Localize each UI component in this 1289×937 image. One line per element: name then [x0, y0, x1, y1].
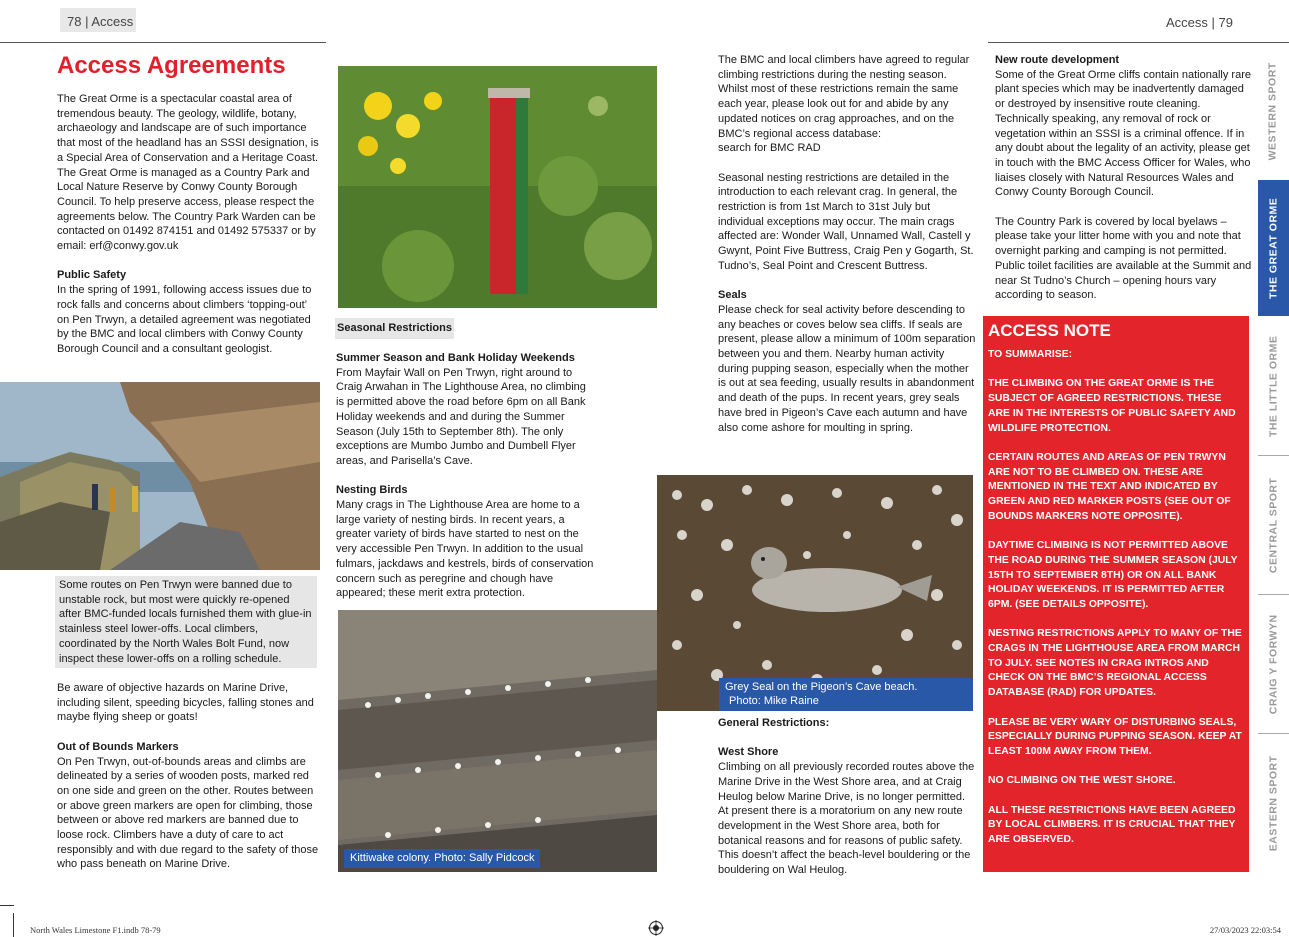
access-note-heading: ACCESS NOTE	[988, 321, 1111, 340]
left-section-label: Access	[91, 14, 134, 29]
column-3-bottom	[718, 716, 976, 878]
marine-drive-photo	[0, 382, 320, 570]
access-note-box	[983, 316, 1249, 872]
access-note-item: DAYTIME CLIMBING IS NOT PERMITTED ABOVE THE ROAD DURING THE SUMMER SEASON (JULY 15TH TO SEPTEMBER 8TH) OR ON ALL BANK HOLIDAY WEEKENDS. IT IS PERMITTED AFTER 6PM. (SEE DETAILS OPPOSITE).	[988, 540, 1238, 610]
left-header-rule	[0, 42, 326, 43]
seasonal-restrictions-label: Seasonal Restrictions	[337, 322, 452, 334]
access-note-item: NESTING RESTRICTIONS APPLY TO MANY OF THE CRAGS IN THE LIGHTHOUSE AREA FROM MARCH TO JULY. SEE NOTES IN CRAG INTROS AND CHECK ON THE BMC’S REGIONAL ACCESS DATABASE (RAD) FOR UPDATES.	[988, 628, 1242, 699]
seals-text: Please check for seal activity before descending to any beaches or coves below sea cliffs. If seals are present, please allow a minimum of 100m separation between you and them. Nearby human activity during pupping season, especially when the mother is out at sea feeding, usually results in abandonment and death of the pups. In recent years, grey seals have bred in Pigeon’s Cave each autumn and have also come ashore for moulting in spring.	[718, 303, 976, 434]
footer-file-info: North Wales Limestone F1.indb 78-79	[30, 925, 161, 935]
public-safety-heading: Public Safety	[57, 269, 127, 282]
bmc-rad-search: search for BMC RAD	[718, 142, 821, 155]
kittiwake-photo	[338, 610, 657, 872]
marker-post-photo	[338, 66, 657, 308]
marine-drive-image	[0, 382, 320, 570]
crop-mark	[0, 905, 14, 906]
grey-seal-photo	[657, 475, 973, 711]
intro-paragraph: The Great Orme is a spectacular coastal area of tremendous beauty. The geology, wildlife, botany, archaeology and landscape are of such importance that most of the headland has an SSSI designation, is a Special Area of Conservation and a Heritage Coast. The Great Orme is managed as a Country Park and Local Nature Reserve by Conwy County Borough Council. To help preserve access, please respect the agreements below. The Country Park Warden can be contacted on 01492 874151 and 01492 575337 or by email: erf@conwy.gov.uk	[57, 93, 319, 253]
tab-the-little-orme-label: THE LITTLE ORME	[1267, 335, 1280, 437]
tab-eastern-sport-label: EASTERN SPORT	[1267, 755, 1280, 851]
column-1-bottom	[57, 681, 319, 872]
oob-text: On Pen Trwyn, out-of-bounds areas and climbs are delineated by a series of wooden posts, marked red on one side and green on the other. Routes between or above green markers are open for climbing, those between or above red markers are banned due to loose rock. Climbers have a duty of care to act responsibly and with due regard to the safety of those who pass beneath on Marine Drive.	[57, 755, 319, 871]
tab-craig-y-forwyn-label: CRAIG Y FORWYN	[1267, 614, 1280, 714]
new-route-text: Some of the Great Orme cliffs contain nationally rare plant species which may be inadvertently damaged or destroyed by insensitive route cleaning. Technically speaking, any removal of rock or vegetation within an SSSI is a criminal offence. If in any doubt about the legality of an activity, please get in touch with the BMC Access Officer for Wales, who liaises closely with Natural Resources Wales and Conwy County Borough Council.	[995, 68, 1251, 199]
public-safety-text: In the spring of 1991, following access issues due to rock falls and concerns about climbers ‘topping-out’ on Pen Trwyn, a detailed agreement was negotiated by the BMC and local climbers with Conwy County Borough Council and a consultant geologist.	[57, 284, 312, 355]
summer-season-heading: Summer Season and Bank Holiday Weekends	[336, 352, 575, 364]
tab-the-great-orme-label: THE GREAT ORME	[1267, 197, 1280, 299]
crop-mark	[13, 913, 14, 937]
marker-post-image	[338, 66, 657, 308]
right-page-header	[1166, 16, 1233, 31]
column-3-top	[718, 53, 976, 435]
tab-western-sport[interactable]	[1258, 44, 1289, 178]
kittiwake-image	[338, 610, 657, 872]
access-note-item: NO CLIMBING ON THE WEST SHORE.	[988, 775, 1176, 787]
tab-the-great-orme[interactable]	[1258, 180, 1289, 316]
column-2-text	[336, 351, 596, 601]
bmc-restrictions-text: The BMC and local climbers have agreed to regular climbing restrictions during the nesting season. Whilst most of these restrictions remain the same each year, please look out for and abide by any updated notices on crag approaches, and on the BMC’s regional access database:	[718, 54, 970, 140]
footer-timestamp: 27/03/2023 22:03:54	[1209, 925, 1281, 935]
tab-craig-y-forwyn[interactable]	[1258, 596, 1289, 732]
tab-divider	[1258, 455, 1289, 456]
tab-divider	[1258, 733, 1289, 734]
grey-seal-image	[657, 475, 973, 711]
access-note-item: TO SUMMARISE:	[988, 349, 1073, 360]
page-title: Access Agreements	[57, 52, 286, 79]
summer-season-text: From Mayfair Wall on Pen Trwyn, right around to Craig Arwahan in The Lighthouse Area, no climbing is permitted above the road before 6pm on all Bank Holiday weekends and and during the Summer Season (July 15th to September 8th). The only exceptions are Mumbo Jumbo and Dumbell Flyer areas, and Parisella’s Cave.	[336, 366, 586, 467]
oob-heading: Out of Bounds Markers	[57, 740, 179, 753]
grey-seal-caption	[719, 678, 973, 711]
tab-central-sport[interactable]	[1258, 457, 1289, 593]
right-page-number: 79	[1218, 15, 1233, 30]
new-route-heading: New route development	[995, 54, 1120, 66]
right-section-label: Access	[1165, 15, 1208, 30]
tab-the-little-orme[interactable]	[1258, 318, 1289, 454]
nesting-birds-heading: Nesting Birds	[336, 484, 408, 497]
right-header-rule	[988, 42, 1289, 43]
west-shore-text: Climbing on all previously recorded routes above the Marine Drive in the West Shore area, and at Craig Heulog below Marine Drive, is no longer permitted. At present there is a moratorium on any new route development in the West Shore area, both for botanical reasons and for reasons of public safety. This doesn’t affect the beach-level bouldering or the bouldering on Wal Heulog.	[718, 761, 975, 877]
tab-divider	[1258, 594, 1289, 595]
nesting-detail-text: Seasonal nesting restrictions are detailed in the introduction to each relevant crag. In general, the restriction is from 1st March to 31st July but individual exceptions may occur. The main crags affected are: Wonder Wall, Unnamed Wall, Castell y Gwynt, Point Five Buttress, Craig Pen y Gogarth, St. Tudno’s, Seal Point and Crescent Buttress.	[718, 171, 974, 272]
left-page-header	[60, 8, 136, 32]
tab-eastern-sport[interactable]	[1258, 735, 1289, 871]
access-note-item: ALL THESE RESTRICTIONS HAVE BEEN AGREED BY LOCAL CLIMBERS. IT IS CRUCIAL THAT THEY ARE OBSERVED.	[988, 804, 1236, 846]
marine-drive-caption-text: Some routes on Pen Trwyn were banned due to unstable rock, but most were quickly re-opened after BMC-funded locals furnished them with glue-in stainless steel lower-offs. Local climbers, coordinated by the North Wales Bolt Fund, now inspect these lower-offs on a rolling schedule.	[59, 579, 312, 665]
access-note-item: PLEASE BE VERY WARY OF DISTURBING SEALS, ESPECIALLY DURING PUPPING SEASON. KEEP AT LEAST 100M AWAY FROM THEM.	[988, 716, 1242, 757]
seals-heading: Seals	[718, 289, 747, 302]
west-shore-heading: West Shore	[718, 746, 779, 759]
tab-central-sport-label: CENTRAL SPORT	[1267, 477, 1280, 573]
access-note-item: THE CLIMBING ON THE GREAT ORME IS THE SUBJECT OF AGREED RESTRICTIONS. THESE ARE IN THE INTERESTS OF PUBLIC SAFETY AND WILDLIFE PROTECTION.	[988, 378, 1236, 434]
tab-western-sport-label: WESTERN SPORT	[1267, 61, 1280, 161]
kittiwake-caption: Kittiwake colony. Photo: Sally Pidcock	[344, 849, 540, 869]
marine-drive-caption	[55, 576, 317, 668]
seasonal-restrictions-label-box	[335, 318, 454, 339]
byelaws-text: The Country Park is covered by local byelaws – please take your litter home with you and note that overnight parking and camping is not permitted. Public toilet facilities are available at the Summit and near St Tudno’s Church – opening hours vary according to season.	[995, 215, 1252, 302]
column-4-text	[995, 53, 1253, 303]
header-separator: |	[85, 14, 89, 29]
grey-seal-caption-line1: Grey Seal on the Pigeon’s Cave beach.	[725, 681, 918, 693]
hazards-text: Be aware of objective hazards on Marine Drive, including silent, speeding bicycles, falling stones and maybe flying sheep or goats!	[57, 682, 314, 724]
access-note-item: CERTAIN ROUTES AND AREAS OF PEN TRWYN ARE NOT TO BE CLIMBED ON. THESE ARE MENTIONED IN THE TEXT AND INDICATED BY GREEN AND RED MARKER POSTS (SEE OUT OF BOUNDS MARKERS NOTE OPPOSITE).	[988, 451, 1231, 522]
nesting-birds-text: Many crags in The Lighthouse Area are home to a large variety of nesting birds. In recent years, a greater variety of birds have started to nest on the very accessible Pen Trwyn. In addition to the usual fulmars, jackdaws and kestrels, birds of conservation concern such as peregrine and chough have appeared; these merit extra protection.	[336, 499, 594, 600]
general-restrictions-heading: General Restrictions:	[718, 717, 830, 729]
grey-seal-caption-line2: Photo: Mike Raine	[729, 694, 819, 707]
column-1-top	[57, 92, 319, 357]
registration-mark-icon	[648, 920, 664, 936]
header-separator: |	[1211, 15, 1215, 30]
left-page-number: 78	[67, 14, 82, 29]
